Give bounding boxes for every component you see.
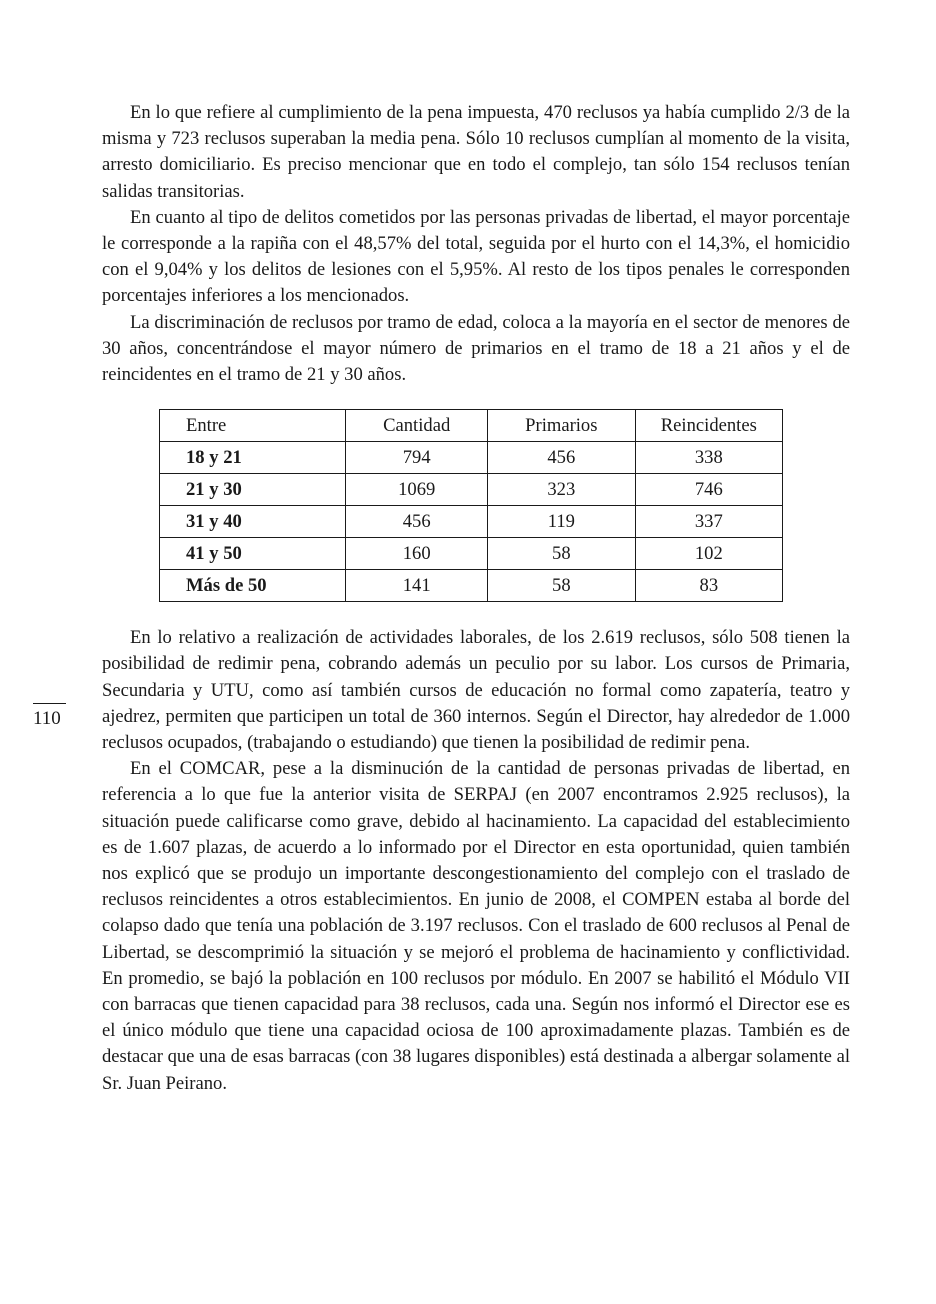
table-cell: 58 xyxy=(488,570,636,602)
table-cell: 102 xyxy=(635,538,782,570)
table-cell: 41 y 50 xyxy=(160,538,346,570)
table-cell: 323 xyxy=(488,474,636,506)
table-row xyxy=(160,442,783,474)
table-cell: Más de 50 xyxy=(160,570,346,602)
column-header: Primarios xyxy=(488,410,636,442)
age-table xyxy=(159,409,783,602)
table-cell: 83 xyxy=(635,570,782,602)
table-row xyxy=(160,570,783,602)
table-cell: 31 y 40 xyxy=(160,506,346,538)
table-cell: 21 y 30 xyxy=(160,474,346,506)
table-cell: 337 xyxy=(635,506,782,538)
page-number: 110 xyxy=(33,708,61,729)
paragraph: En lo relativo a realización de actividades laborales, de los 2.619 reclusos, sólo 508 tienen la posibilidad de redimir pena, cobrando además un peculio por su labor. Los cursos de Primaria, Secundaria y UTU, como así también cursos de educación no formal como zapatería, teatro y ajedrez, permiten que participen un total de 360 internos. Según el Director, hay alrededor de 1.000 reclusos ocupados, (trabajando o estudiando) que tienen la posibilidad de redimir pena. xyxy=(102,627,850,754)
table-row xyxy=(160,538,783,570)
table-cell: 119 xyxy=(488,506,636,538)
column-header: Cantidad xyxy=(346,410,488,442)
table-cell: 746 xyxy=(635,474,782,506)
table-header-row xyxy=(160,410,783,442)
table-cell: 141 xyxy=(346,570,488,602)
column-header: Entre xyxy=(160,410,346,442)
paragraph: En el COMCAR, pese a la disminución de la cantidad de personas privadas de libertad, en referencia a lo que fue la anterior visita de SERPAJ (en 2007 encontramos 2.925 reclusos), la situación puede calificarse como grave, debido al hacinamiento. La capacidad del establecimiento es de 1.607 plazas, de acuerdo a lo informado por el Director en esta oportunidad, quien también nos explicó que se produjo un importante descongestionamiento del complejo con el traslado de reclusos reincidentes a otros establecimientos. En junio de 2008, el COMPEN estaba al borde del colapso dado que tenía una población de 3.197 reclusos. Con el traslado de 600 reclusos al Penal de Libertad, se descomprimió la situación y se mejoró el problema de hacinamiento y conflictividad. En promedio, se bajó la población en 100 reclusos por módulo. En 2007 se habilitó el Módulo VII con barracas que tienen capacidad para 38 reclusos, cada una. Según nos informó el Director ese es el único módulo que tiene una capacidad ociosa de 100 aproximadamente plazas. También es de destacar que una de esas barracas (con 38 lugares disponibles) está destinada a albergar solamente al Sr. Juan Peirano. xyxy=(102,758,850,1094)
table-cell: 338 xyxy=(635,442,782,474)
table-cell: 456 xyxy=(346,506,488,538)
table-cell: 160 xyxy=(346,538,488,570)
table-cell: 1069 xyxy=(346,474,488,506)
table-row xyxy=(160,506,783,538)
paragraph: En lo que refiere al cumplimiento de la pena impuesta, 470 reclusos ya había cumplido 2/3 de la misma y 723 reclusos superaban la media pena. Sólo 10 reclusos cumplían al momento de la visita, arresto domiciliario. Es preciso mencionar que en todo el complejo, tan sólo 154 reclusos tenían salidas transitorias. xyxy=(102,102,850,202)
column-header: Reincidentes xyxy=(635,410,782,442)
table-cell: 794 xyxy=(346,442,488,474)
page-body xyxy=(102,100,850,1097)
text-after-table xyxy=(102,625,850,1097)
table-cell: 456 xyxy=(488,442,636,474)
table-cell: 58 xyxy=(488,538,636,570)
table-cell: 18 y 21 xyxy=(160,442,346,474)
age-table-container xyxy=(159,409,850,602)
page-number-rule xyxy=(33,703,66,704)
paragraph: En cuanto al tipo de delitos cometidos por las personas privadas de libertad, el mayor porcentaje le corresponde a la rapiña con el 48,57% del total, seguida por el hurto con el 14,3%, el homicidio con el 9,04% y los delitos de lesiones con el 5,95%. Al resto de los tipos penales le corresponden porcentajes inferiores a los mencionados. xyxy=(102,206,850,307)
table-row xyxy=(160,474,783,506)
paragraph: La discriminación de reclusos por tramo de edad, coloca a la mayoría en el sector de menores de 30 años, concentrándose el mayor número de primarios en el tramo de 18 a 21 años y el de reincidentes en el tramo de 21 y 30 años. xyxy=(102,311,850,386)
